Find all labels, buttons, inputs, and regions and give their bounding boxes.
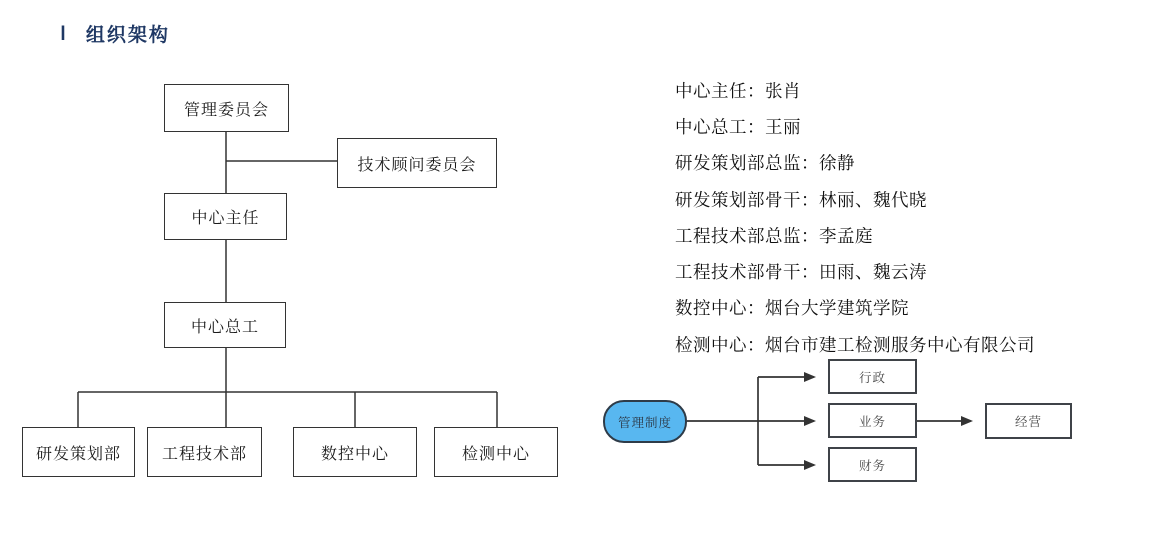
org-node-management-committee: 管理委员会 — [164, 84, 289, 132]
personnel-line: 工程技术部总监：李孟庭 — [675, 225, 873, 246]
org-node-cnc-center: 数控中心 — [293, 427, 417, 477]
personnel-line: 中心主任：张肖 — [675, 80, 801, 101]
org-node-testing-center: 检测中心 — [434, 427, 558, 477]
org-node-technical-advisory-committee: 技术顾问委员会 — [337, 138, 497, 188]
personnel-line: 研发策划部总监：徐静 — [675, 153, 855, 174]
org-node-rd-planning-dept: 研发策划部 — [22, 427, 135, 477]
personnel-line: 工程技术部骨干：田雨、魏云涛 — [675, 262, 927, 283]
flow-node-operation: 经营 — [985, 403, 1072, 439]
personnel-line: 研发策划部骨干：林丽、魏代晓 — [675, 189, 927, 210]
personnel-list — [675, 72, 1035, 362]
slide-title — [60, 20, 170, 47]
flow-node-admin: 行政 — [828, 359, 917, 394]
flow-node-management-system: 管理制度 — [603, 400, 687, 443]
personnel-line: 检测中心：烟台市建工检测服务中心有限公司 — [675, 334, 1035, 355]
personnel-line: 数控中心：烟台大学建筑学院 — [675, 298, 909, 319]
org-node-center-chief-engineer: 中心总工 — [164, 302, 286, 348]
personnel-line: 中心总工：王丽 — [675, 116, 801, 137]
org-node-center-director: 中心主任 — [164, 193, 287, 240]
org-node-engineering-dept: 工程技术部 — [147, 427, 262, 477]
flow-node-finance: 财务 — [828, 447, 917, 482]
title-numeral: I — [60, 21, 66, 45]
flow-node-business: 业务 — [828, 403, 917, 438]
page-title: 组织架构 — [85, 25, 170, 46]
